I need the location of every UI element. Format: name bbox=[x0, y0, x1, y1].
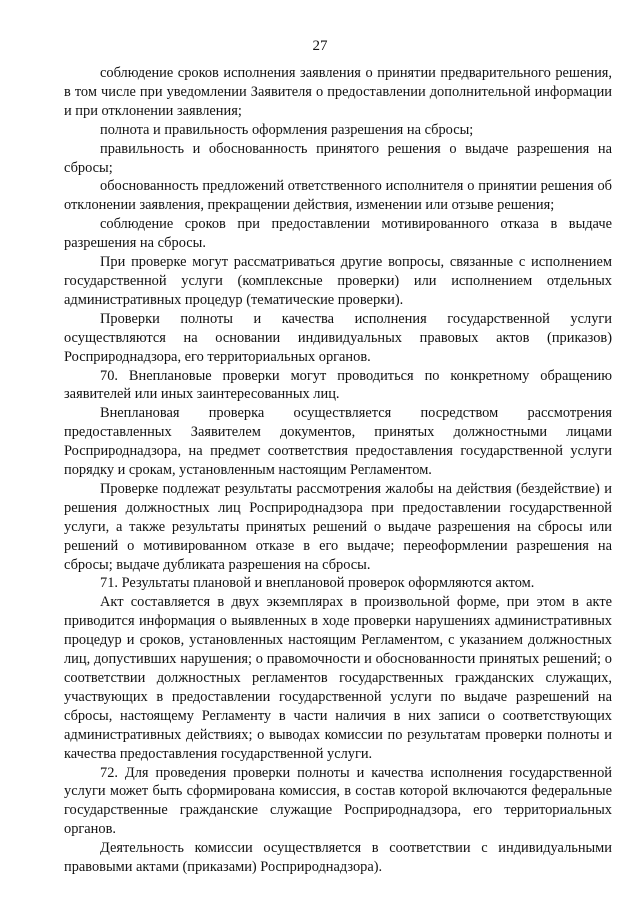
paragraph: полнота и правильность оформления разрешения на сбросы; bbox=[100, 121, 474, 138]
document-body bbox=[64, 64, 612, 877]
paragraph: Акт составляется в двух экземплярах в произвольной форме, при этом в акте приводится информация о выявленных в ходе проверки нарушениях административных процедур и сроков, установленных настоящим Регламентом, с указанием должностных лиц, допустивших нарушения; о правомочности и обоснованности принятых решений; о соответствии должностных регламентов государственных гражданских служащих, участвующих в предоставлении государственной услуги по выдаче разрешений на сбросы, настоящему Регламенту в части наличия в них записи о соответствующих административных действиях; о выводах комиссии по результатам проверки полноты и качества предоставления государственной услуги. bbox=[64, 594, 612, 762]
paragraph: При проверке могут рассматриваться другие вопросы, связанные с исполнением государственной услуги (комплексные проверки) или исполнением отдельных административных процедур (тематические проверки). bbox=[64, 254, 612, 308]
paragraph: обоснованность предложений ответственного исполнителя о принятии решения об отклонении заявления, прекращении действия, изменении или отзыве решения; bbox=[64, 178, 612, 214]
paragraph: Деятельность комиссии осуществляется в соответствии с индивидуальными правовыми актами (приказами) Росприроднадзора). bbox=[64, 840, 612, 876]
paragraph: Проверки полноты и качества исполнения государственной услуги осуществляются на основании индивидуальных правовых актов (приказов) Росприроднадзора, его территориальных органов. bbox=[64, 310, 612, 365]
page-number: 27 bbox=[312, 38, 328, 54]
paragraph: правильность и обоснованность принятого решения о выдаче разрешения на сбросы; bbox=[64, 140, 612, 176]
paragraph-item-70: 70. Внеплановые проверки могут проводиться по конкретному обращению заявителей или иных заинтересованных лиц. bbox=[64, 367, 612, 403]
paragraph-item-72: 72. Для проведения проверки полноты и качества исполнения государственной услуги может быть сформирована комиссия, в состав которой включаются федеральные государственные гражданские служащие Росприроднадзора, его территориальных органов. bbox=[64, 764, 612, 838]
paragraph: соблюдение сроков при предоставлении мотивированного отказа в выдаче разрешения на сбросы. bbox=[64, 216, 612, 252]
paragraph: соблюдение сроков исполнения заявления о принятии предварительного решения, в том числе при уведомлении Заявителя о предоставлении дополнительной информации и при отклонении заявления; bbox=[64, 65, 612, 119]
paragraph: Проверке подлежат результаты рассмотрения жалобы на действия (бездействие) и решения должностных лиц Росприроднадзора при предоставлении государственной услуги, а также результаты принятых решений о выдаче разрешения на сбросы или решений о мотивированном отказе в его выдаче; переоформлении разрешения на сбросы; выдаче дубликата разрешения на сбросы. bbox=[64, 480, 612, 573]
paragraph: Внеплановая проверка осуществляется посредством рассмотрения предоставленных Заявителем документов, принятых должностными лицами Росприроднадзора, на предмет соответствия предоставления государственной услуги порядку и срокам, установленным настоящим Регламентом. bbox=[64, 405, 612, 479]
paragraph-item-71: 71. Результаты плановой и внеплановой проверок оформляются актом. bbox=[100, 575, 535, 592]
